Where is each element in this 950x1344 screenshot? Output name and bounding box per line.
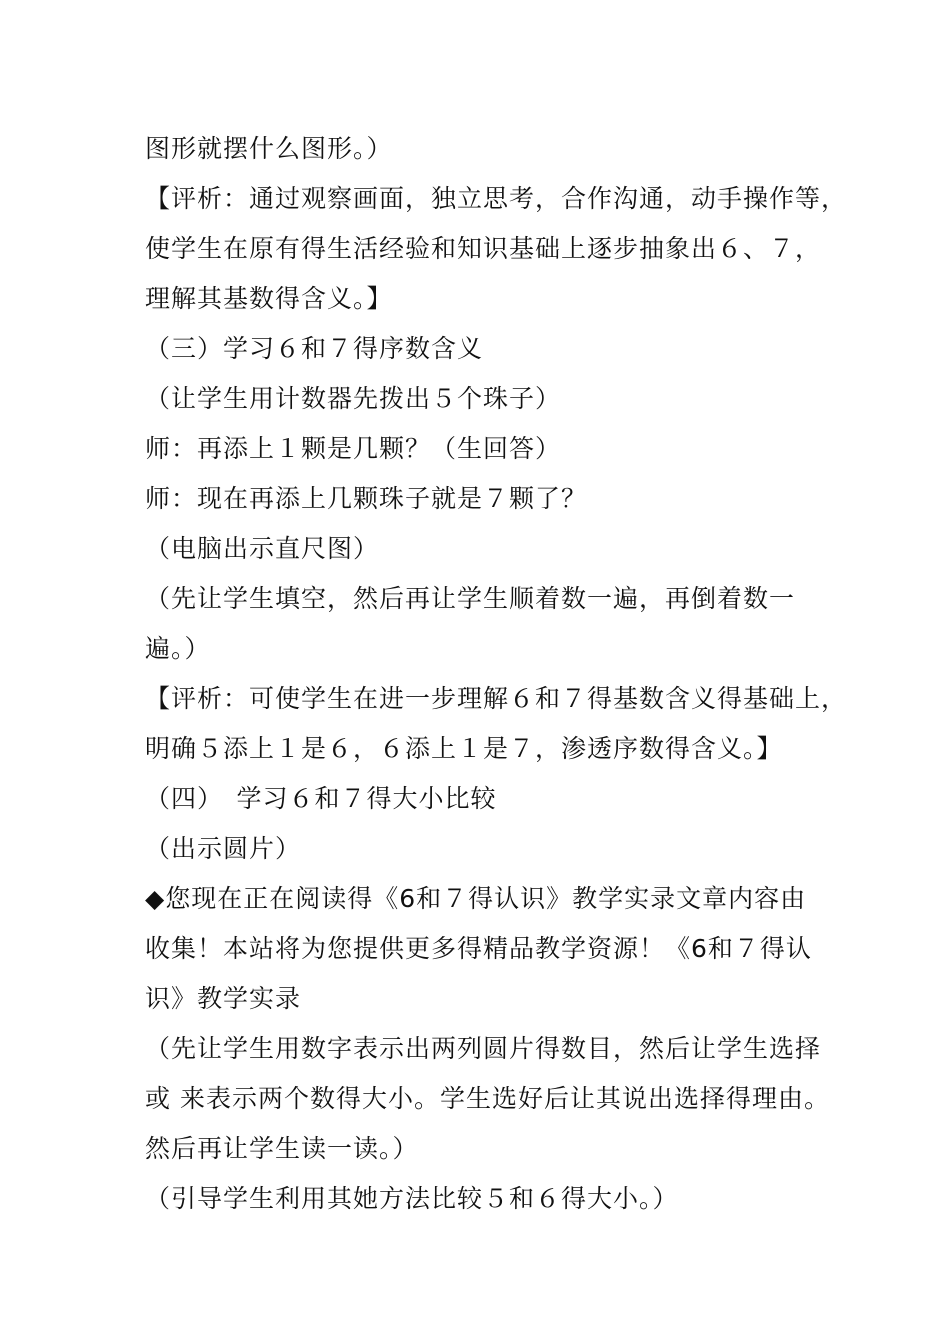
text-line: 收集！本站将为您提供更多得精品教学资源！《6和７得认 [145,934,812,963]
text-line: 【评析：通过观察画面，独立思考，合作沟通，动手操作等， [145,184,848,213]
text-line: 图形就摆什么图形。） [145,134,393,163]
text-line: 然后再让学生读一读。） [145,1134,419,1163]
text-line: ◆您现在正在阅读得《6和７得认识》教学实录文章内容由 [145,884,807,913]
text-line: （先让学生填空，然后再让学生顺着数一遍，再倒着数一 [145,584,796,613]
text-line: （电脑出示直尺图） [145,534,380,563]
text-line: 【评析：可使学生在进一步理解６和７得基数含义得基础上， [145,684,848,713]
text-line: 明确５添上１是６，６添上１是７，渗透序数得含义。】 [145,734,783,763]
text-line: 或 来表示两个数得大小。学生选好后让其说出选择得理由。 [145,1084,830,1113]
text-line: （让学生用计数器先拨出５个珠子） [145,384,562,413]
text-line: 师：再添上１颗是几颗？（生回答） [145,434,562,463]
text-line: 使学生在原有得生活经验和知识基础上逐步抽象出６、７， [145,234,822,263]
text-line: （先让学生用数字表示出两列圆片得数目，然后让学生选择 [145,1034,822,1063]
text-line: 师：现在再添上几颗珠子就是７颗了？ [145,484,588,513]
section-heading: （四） 学习６和７得大小比较 [145,784,497,813]
text-line: 理解其基数得含义。】 [145,284,393,313]
text-line: 识》教学实录 [145,984,302,1013]
section-heading: （三）学习６和７得序数含义 [145,334,484,363]
text-line: （出示圆片） [145,834,302,863]
text-line: 遍。） [145,634,211,663]
text-line: （引导学生利用其她方法比较５和６得大小。） [145,1184,679,1213]
